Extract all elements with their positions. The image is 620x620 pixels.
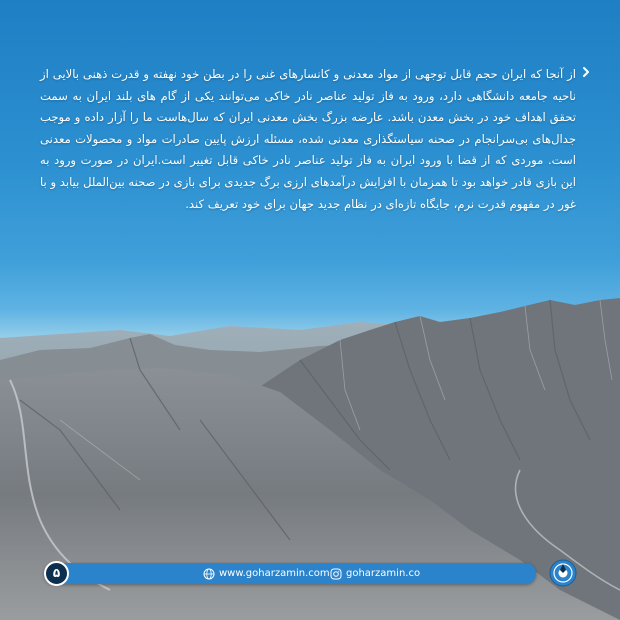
instagram-text: goharzamin.co: [346, 568, 421, 579]
chevron-right-icon: [580, 66, 594, 80]
gohar-zamin-logo: [548, 558, 578, 588]
website-link[interactable]: [203, 566, 330, 581]
page-number-badge: ۵: [44, 561, 69, 586]
instagram-link[interactable]: [330, 566, 420, 581]
website-text: www.goharzamin.com: [219, 568, 330, 579]
article-paragraph: از آنجا که ایران حجم قابل توجهی از مواد معدنی و کانسارهای غنی را در بطن خود نهفته و قدرت ذهنی بالایی از ناحیه جامعه دانشگاهی دارد، ورود به فاز تولید عناصر نادر خاکی می‌توانند یکی از گام های بلند ایران به سمت تحقق اهداف خود در بخش معدن باشد. عارضه بزرگ بخش معدنی ایران که سال‌هاست ما را آزار داده و موجب جدال‌های بی‌سرانجام در صحنه سیاستگذاری معدنی شده، مسئله ارزش پایین صادرات مواد و محصولات معدنی است. موردی که از قضا با ورود ایران به فاز تولید عناصر نادر خاکی قابل تغییر است.ایران در صورت ورود به این بازی قادر خواهد بود تا همزمان با افزایش درآمدهای ارزی برگ جدیدی برای بازی در صحنه بین‌الملل بیابد و با غور در مفهوم قدرت نرم، جایگاه تازه‌ای در نظام جدید جهان برای خود تعریف کند.: [40, 67, 576, 211]
instagram-icon: [330, 568, 342, 580]
globe-icon: [203, 568, 215, 580]
